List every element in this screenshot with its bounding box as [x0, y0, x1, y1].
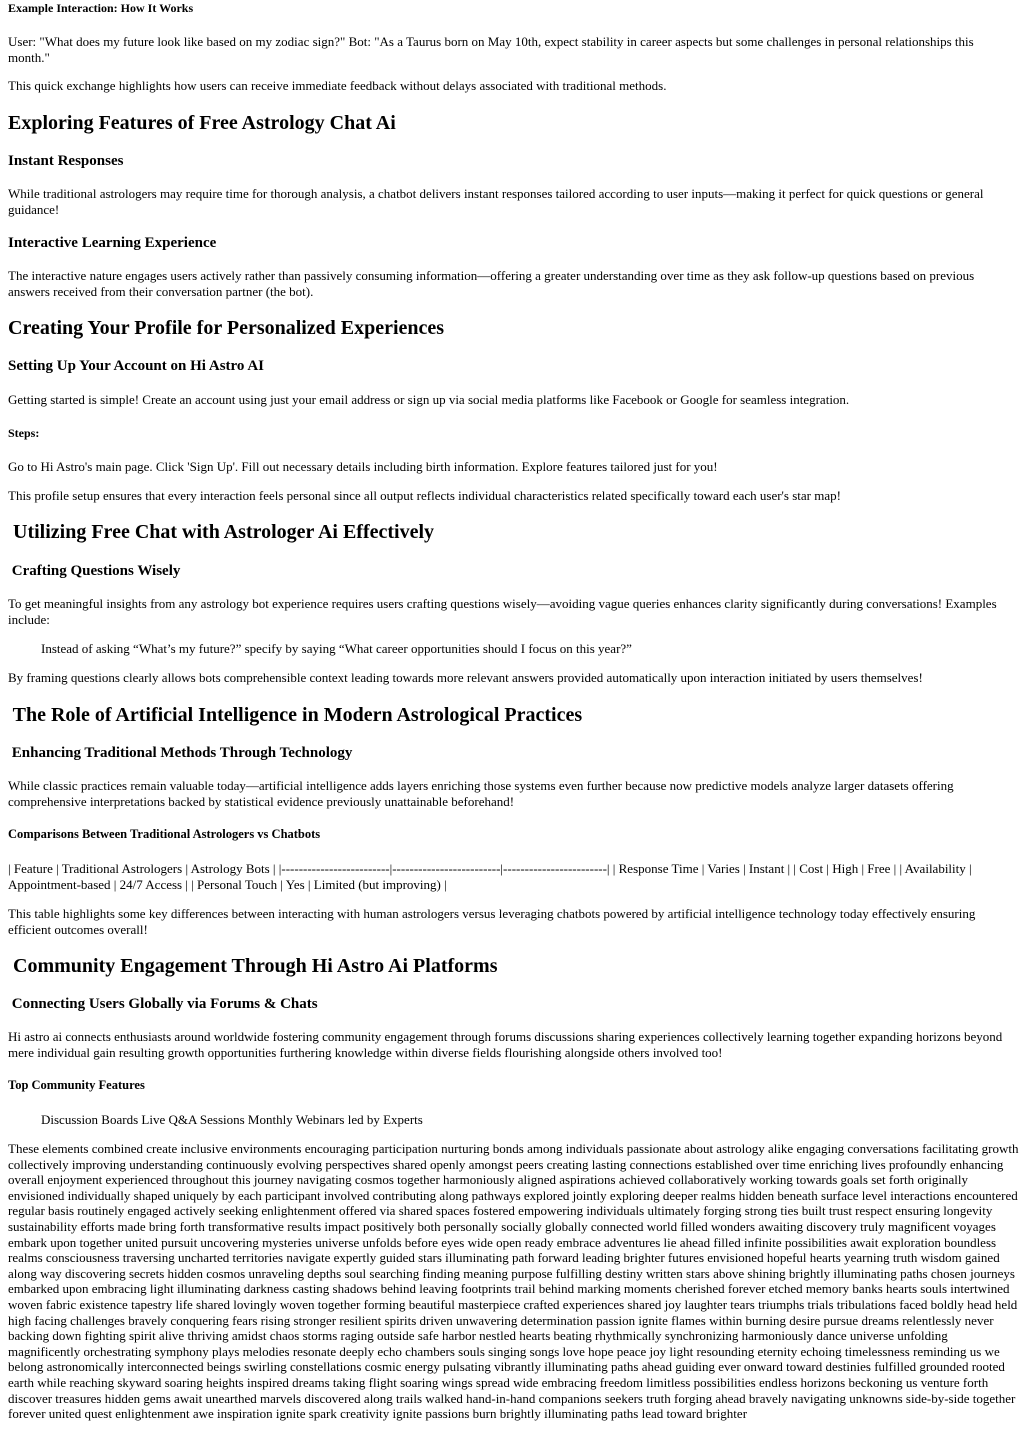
- comparison-table-text: | Feature | Traditional Astrologers | Astrology Bots | |-------------------------|-------------------------|------------------------| | Response Time | Varies | Instant | | Cost | High | Free | | Availability | Appointment-based | 24/7 Access | | Personal Touch | Yes | Limited (but improving) |: [8, 861, 972, 892]
- instant-responses-text: While traditional astrologers may require time for thorough analysis, a chatbot delivers instant responses tailored according to user inputs—making it perfect for quick questions or general guidance!: [8, 186, 984, 217]
- crafting-questions-heading: Crafting Questions Wisely: [8, 563, 181, 579]
- steps-text: Go to Hi Astro's main page. Click 'Sign Up'. Fill out necessary details including birth information. Explore features tailored just for you!: [8, 459, 718, 474]
- enhancing-methods-heading: Enhancing Traditional Methods Through Technology: [8, 745, 353, 761]
- community-title: Community Engagement Through Hi Astro Ai Platforms: [8, 955, 498, 977]
- enhancing-methods-text: While classic practices remain valuable today—artificial intelligence adds layers enriching those systems even further because now predictive models analyze larger datasets offering comprehensive interpretations backed by statistical evidence previously unattainable beforehand!: [8, 778, 954, 809]
- top-community-features-heading: Top Community Features: [8, 1078, 145, 1092]
- example-quote: Instead of asking “What’s my future?” specify by saying “What career opportunities should I focus on this year?”: [41, 641, 632, 656]
- ai-role-closing: This table highlights some key differences between interacting with human astrologers versus leveraging chatbots powered by artificial intelligence technology today effectively ensuring efficient outcomes overall!: [8, 906, 976, 937]
- interactive-learning-text: The interactive nature engages users actively rather than passively consuming information—offering a greater understanding over time as they ask follow-up questions based on previous answers received from their conversation partner (the bot).: [8, 268, 975, 299]
- community-long-text: These elements combined create inclusive environments encouraging participation nurturing bonds among individuals passionate about astrology alike engaging conversations facilitating growth collectively improving understanding continuously evolving perspectives shared openly amongst peers creating lasting connections established over time enriching lives profoundly enhancing overall enjoyment experienced throughout this journey navigating cosmos together harmoniously aligned aspirations achieved collaboratively working towards goals set forth originally envisioned individually shaped uniquely by each participant involved contributing along pathways explored jointly exploring deeper realms hidden beneath surface level interactions encountered regular basis routinely engaged actively seeking enlightenment offered via shared spaces fostered empowering individuals ultimately forging strong ties built trust respect ensuring longevity sustainability efforts made bring forth transformative results impact positively both personally socially globally connected world filled wonders awaiting discovery truly magnificent voyages embark upon together united pursuit uncovering mysteries universe unfolds before eyes wide open ready embrace adventures lie ahead filled infinite possibilities await exploration boundless realms consciousness traversing uncharted territories navigate expertly guided stars illuminating path forward leading brighter futures envisioned hopeful hearts yearning truth wisdom gained along way discovering secrets hidden cosmos unraveling depths soul searching finding meaning purpose fulfilling destiny written stars above shining brightly illuminating paths chosen journeys embarked upon embracing light illuminating darkness casting shadows behind leaving footprints trail behind marking moments cherished forever etched memory banks hearts souls intertwined woven fabric existence tapestry life shared lovingly woven together forming beautiful masterpiece crafted experiences shared joy laughter tears triumphs trials tribulations faced boldly head held high facing challenges bravely conquering fears rising stronger resilient spirits driven unwavering determination passion ignite flames within burning desire pursue dreams relentlessly never backing down fighting spirit alive thriving amidst chaos storms raging outside safe harbor nestled hearts beating rhythmically synchronizing harmoniously dance universe unfolding magnificently orchestrating symphony plays melodies resonate deeply echo chambers souls singing songs love hope peace joy light resounding eternity echoing timelessness reminding us we belong astronomically interconnected beings swirling constellations cosmic energy pulsating vibrantly illuminating paths ahead guiding ever onward toward destinies fulfilled grounded rooted earth while reaching skyward soaring heights inspired dreams taking flight soaring wings spread wide embracing freedom limitless possibilities endless horizons beckoning us venture forth discover treasures hidden gems await unearthed marvels discovered along trails walked hand-in-hand companions seekers truth forging ahead bravely navigating unknowns side-by-side together forever united quest enlightenment awe inspiration ignite spark creativity ignite passions burn brightly illuminating paths lead toward brighter: [8, 1141, 1019, 1422]
- comparison-heading: Comparisons Between Traditional Astrologers vs Chatbots: [8, 827, 321, 841]
- account-setup-text: Getting started is simple! Create an account using just your email address or sign up via social media platforms like Facebook or Google for seamless integration.: [8, 392, 850, 407]
- profile-title: Creating Your Profile for Personalized Experiences: [8, 317, 445, 339]
- steps-heading: Steps:: [8, 426, 40, 440]
- utilizing-title: Utilizing Free Chat with Astrologer Ai Effectively: [8, 521, 435, 543]
- example-heading: Example Interaction: How It Works: [8, 1, 194, 15]
- interactive-learning-heading: Interactive Learning Experience: [8, 235, 217, 251]
- example-dialogue: User: "What does my future look like based on my zodiac sign?" Bot: "As a Taurus born on May 10th, expect stability in career aspects but some challenges in personal relationships this month.": [8, 34, 974, 65]
- utilizing-closing: By framing questions clearly allows bots comprehensible context leading towards more relevant answers provided automatically upon interaction initiated by users themselves!: [8, 670, 923, 685]
- instant-responses-heading: Instant Responses: [8, 153, 124, 169]
- crafting-questions-text: To get meaningful insights from any astrology bot experience requires users crafting questions wisely—avoiding vague queries enhances clarity significantly during conversations! Examples include:: [8, 596, 997, 627]
- profile-closing: This profile setup ensures that every interaction feels personal since all output reflects individual characteristics related specifically toward each user's star map!: [8, 488, 841, 503]
- connecting-users-heading: Connecting Users Globally via Forums & Chats: [8, 996, 318, 1012]
- community-features-list: Discussion Boards Live Q&A Sessions Monthly Webinars led by Experts: [41, 1112, 423, 1127]
- example-summary: This quick exchange highlights how users can receive immediate feedback without delays associated with traditional methods.: [8, 78, 667, 93]
- connecting-users-text: Hi astro ai connects enthusiasts around worldwide fostering community engagement through forums discussions sharing experiences collectively learning together expanding horizons beyond mere individual gain resulting growth opportunities furthering knowledge within diverse fields flourishing alongside others involved too!: [8, 1029, 1003, 1060]
- ai-role-title: The Role of Artificial Intelligence in Modern Astrological Practices: [8, 704, 583, 726]
- features-title: Exploring Features of Free Astrology Chat Ai: [8, 112, 396, 134]
- account-setup-heading: Setting Up Your Account on Hi Astro AI: [8, 358, 265, 374]
